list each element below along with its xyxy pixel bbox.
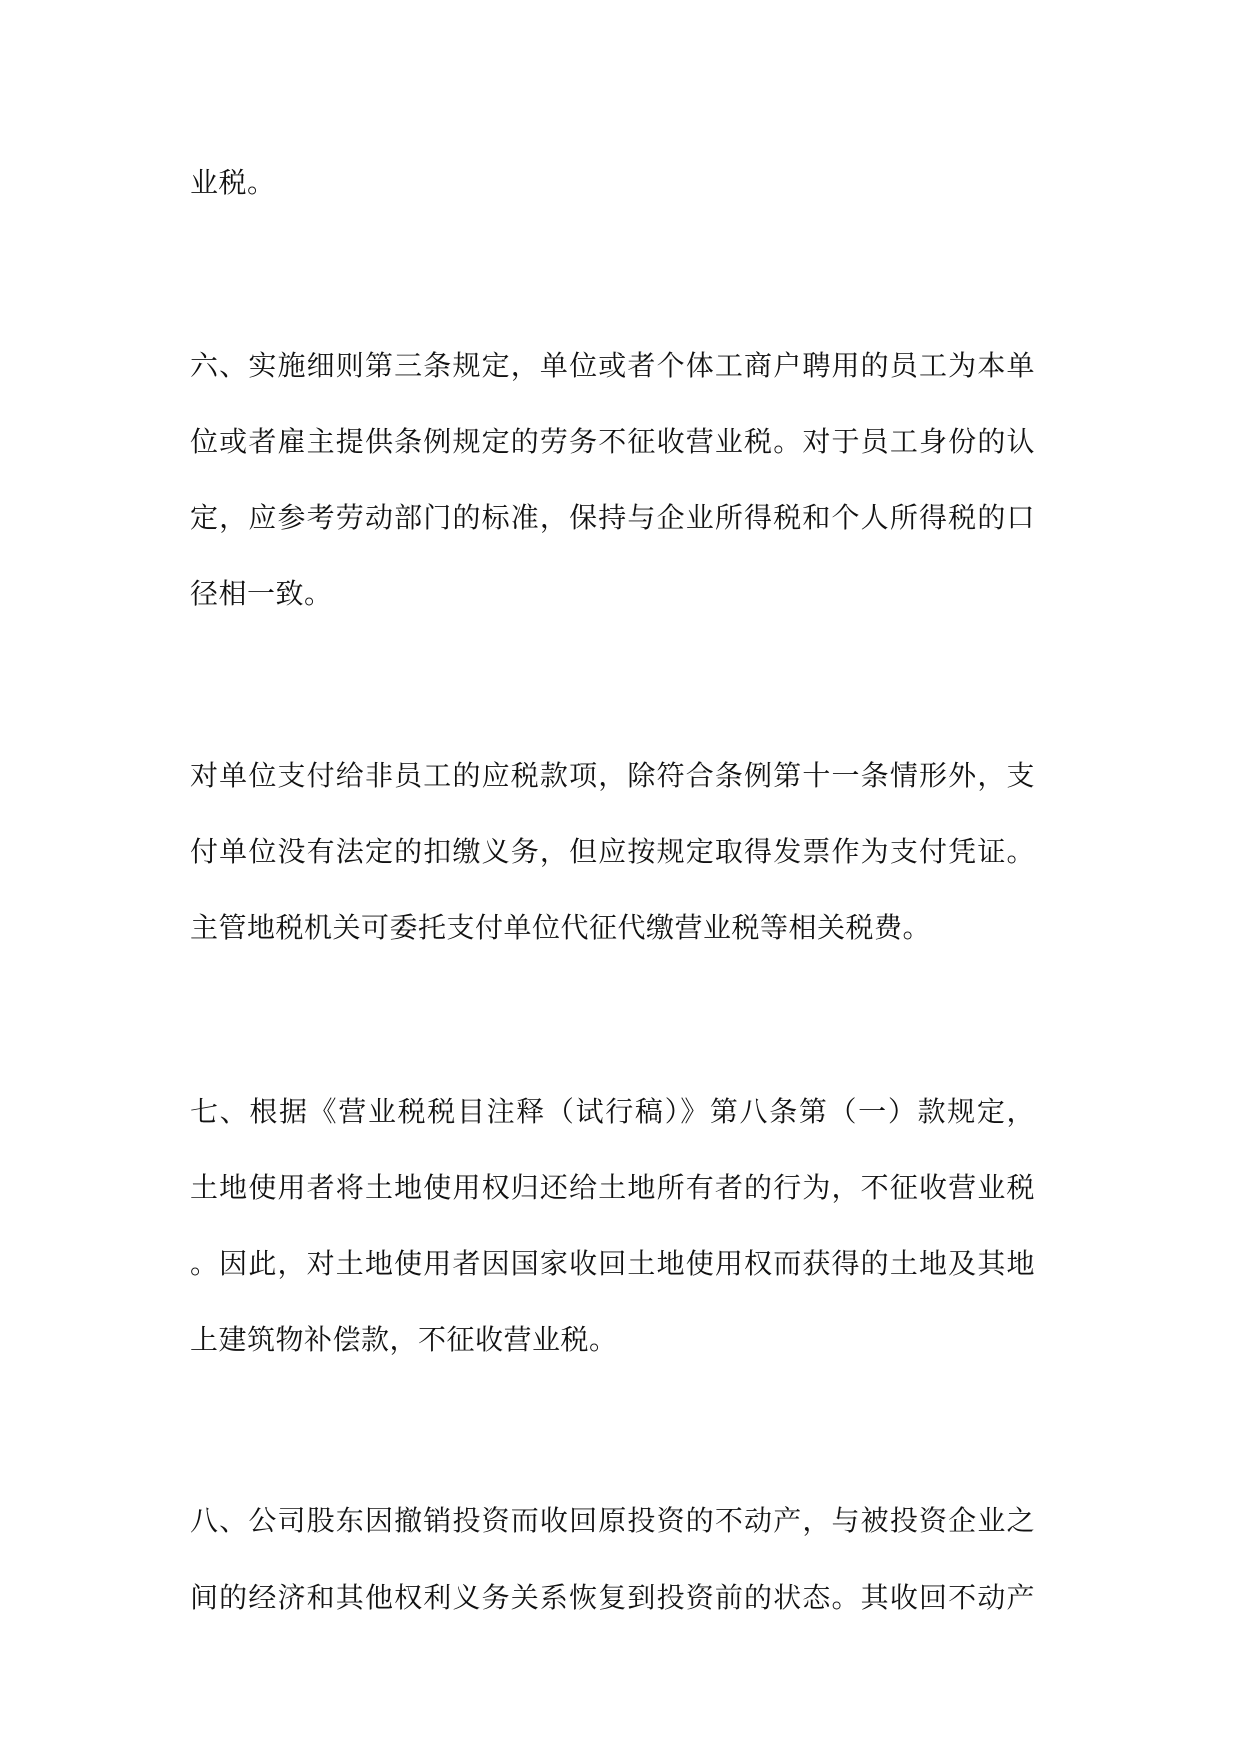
text-line: 六、实施细则第三条规定，单位或者个体工商户聘用的员工为本单	[190, 349, 1035, 382]
text-line: 。因此，对土地使用者因国家收回土地使用权而获得的土地及其地	[190, 1247, 1035, 1280]
text-line: 径相一致。	[190, 577, 333, 610]
text-line: 对单位支付给非员工的应税款项，除符合条例第十一条情形外，支	[190, 759, 1035, 792]
text-line: 位或者雇主提供条例规定的劳务不征收营业税。对于员工身份的认	[190, 425, 1035, 458]
text-line: 业税。	[190, 166, 276, 199]
text-line: 间的经济和其他权利义务关系恢复到投资前的状态。其收回不动产	[190, 1581, 1035, 1614]
text-line: 主管地税机关可委托支付单位代征代缴营业税等相关税费。	[190, 911, 932, 944]
text-line: 付单位没有法定的扣缴义务，但应按规定取得发票作为支付凭证。	[190, 835, 1035, 868]
text-line: 七、根据《营业税税目注释（试行稿）》第八条第（一）款规定，	[190, 1095, 1035, 1128]
text-line: 上建筑物补偿款，不征收营业税。	[190, 1323, 618, 1356]
text-line: 定，应参考劳动部门的标准，保持与企业所得税和个人所得税的口	[190, 501, 1035, 534]
text-line: 土地使用者将土地使用权归还给土地所有者的行为，不征收营业税	[190, 1171, 1035, 1204]
text-line: 八、公司股东因撤销投资而收回原投资的不动产，与被投资企业之	[190, 1504, 1035, 1537]
